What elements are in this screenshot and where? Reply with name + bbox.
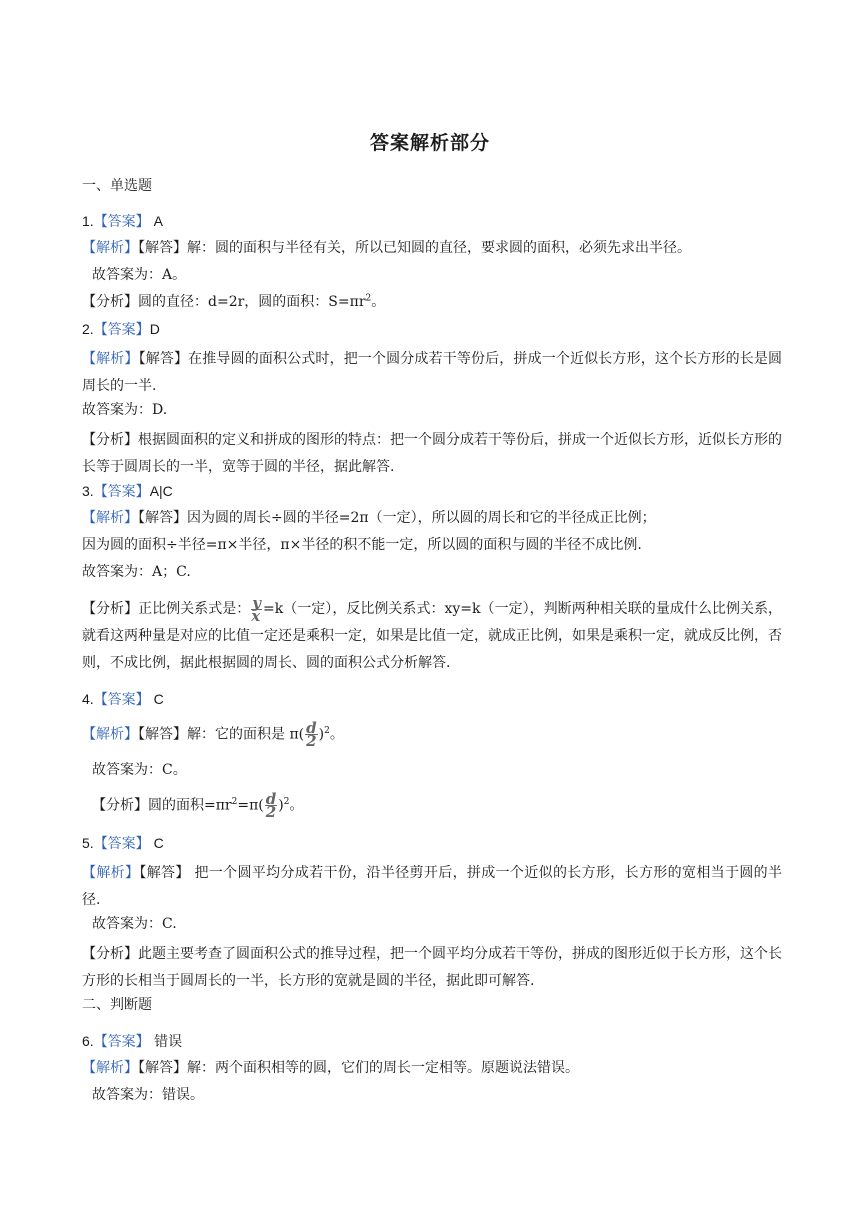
q6-number: 6. xyxy=(82,1033,94,1049)
q5-analysis: 【分析】此题主要考查了圆面积公式的推导过程，把一个圆平均分成若干等份，拼成的图形近似于长方形，这个长方形的长相当于圆周长的一半，长方形的宽就是圆的半径，据此即可解答. xyxy=(82,946,782,989)
q3-explanation-tag: 【解析】 xyxy=(82,510,138,526)
q4-fraction-d-over-2 xyxy=(305,719,318,750)
q3-explanation-line2: 因为圆的面积÷半径=π×半径，π×半径的积不能一定，所以圆的面积与圆的半径不成比例. xyxy=(82,537,642,553)
q4-explanation-end: 。 xyxy=(329,726,344,743)
q1-analysis-end: 。 xyxy=(371,294,386,310)
q5-explanation-tag: 【解析】 xyxy=(82,865,140,881)
q6-conclusion: 故答案为：错误。 xyxy=(92,1087,204,1103)
q4-analysis-text-a: 【分析】圆的面积=πr xyxy=(92,797,232,814)
q4-analysis-fraction-denominator: 2 xyxy=(265,803,277,821)
q1-explanation xyxy=(82,238,782,258)
q5-number: 5. xyxy=(82,835,94,851)
q3-explanation xyxy=(82,508,782,528)
q2-answer-value: D xyxy=(149,321,160,337)
q5-explanation-text: 【解答】 把一个圆平均分成若干份，沿半径剪开后，拼成一个近似的长方形，长方形的宽相当于圆的半径. xyxy=(82,865,783,908)
q2-explanation-tag: 【解析】 xyxy=(82,351,139,367)
q5-answer-tag: 【答案】 xyxy=(93,836,150,852)
q4-explanation xyxy=(82,719,782,750)
q2-explanation xyxy=(82,346,782,400)
q6-explanation-text: 【解答】解：两个面积相等的圆，它们的周长一定相等。原题说法错误。 xyxy=(138,1060,579,1076)
q1-explanation-text: 【解答】解：圆的面积与半径有关，所以已知圆的直径，要求圆的面积，必须先求出半径。 xyxy=(138,240,691,256)
q4-analysis-fraction xyxy=(265,790,278,821)
q4-answer-value: C xyxy=(149,691,164,707)
q3-answer-tag: 【答案】 xyxy=(93,484,150,500)
q6-explanation-tag: 【解析】 xyxy=(82,1060,138,1076)
q4-explanation-text-a: 【解答】解：它的面积是 π( xyxy=(138,726,305,743)
q3-explanation-text: 【解答】因为圆的周长÷圆的半径=2π（一定），所以圆的周长和它的半径成正比例； xyxy=(138,510,656,526)
q1-superscript: 2 xyxy=(365,293,372,304)
q3-fraction-y-over-x xyxy=(251,593,262,625)
q3-conclusion: 故答案为：A；C. xyxy=(82,564,191,580)
q3-fraction-numerator: y xyxy=(252,593,261,612)
q3-fraction-denominator: x xyxy=(251,606,261,625)
section-heading-true-false: 二、判断题 xyxy=(82,997,152,1013)
section-heading-single-choice: 一、单选题 xyxy=(82,178,152,194)
q6-explanation xyxy=(82,1058,782,1078)
q3-analysis xyxy=(82,593,783,677)
q1-analysis-text: 【分析】圆的直径：d=2r，圆的面积：S=πr xyxy=(82,294,366,310)
q2-conclusion: 故答案为：D. xyxy=(82,402,168,418)
q2-explanation-text: 【解答】在推导圆的面积公式时，把一个圆分成若干等份后，拼成一个近似长方形，这个长方形的长是圆周长的一半. xyxy=(82,351,783,394)
q4-analysis xyxy=(82,790,792,821)
q5-answer xyxy=(82,833,782,854)
q4-fraction-denominator: 2 xyxy=(306,732,317,750)
q3-answer xyxy=(82,481,782,502)
q1-answer-value: A xyxy=(149,213,163,229)
q4-analysis-end: 。 xyxy=(289,797,304,814)
q4-analysis-text-b: =π( xyxy=(237,797,264,814)
q1-answer xyxy=(82,211,782,232)
q1-number: 1. xyxy=(82,213,94,229)
q2-answer xyxy=(82,319,782,340)
q4-answer xyxy=(82,689,782,710)
q6-answer xyxy=(82,1031,782,1052)
q4-analysis-text-c: ) xyxy=(278,797,284,814)
q4-fraction-numerator: d xyxy=(306,719,317,737)
q1-analysis xyxy=(82,292,782,312)
q4-explanation-text-b: ) xyxy=(318,726,325,743)
q4-conclusion: 故答案为：C。 xyxy=(92,762,187,778)
q6-answer-value: 错误 xyxy=(149,1034,183,1050)
page-title: 答案解析部分 xyxy=(369,132,490,154)
q5-explanation xyxy=(82,860,782,914)
q3-analysis-text-b: =k（一定），反比例关系式：xy=k（一定），判断两种相关联的量成什么比例关系，就看这两种量是对应的比值一定还是乘积一定，如果是比值一定，就成正比例，如果是乘积一定，就成反比例，否则，不成比例，据此根据圆的周长、圆的面积公式分析解答. xyxy=(82,601,783,671)
q4-explanation-tag: 【解析】 xyxy=(82,726,138,743)
q5-answer-value: C xyxy=(149,835,164,851)
q5-conclusion: 故答案为：C. xyxy=(92,916,177,932)
q3-analysis-text-a: 【分析】正比例关系式是： xyxy=(82,601,251,617)
q2-analysis: 【分析】根据圆面积的定义和拼成的图形的特点：把一个圆分成若干等份后，拼成一个近似长方形，近似长方形的长等于圆周长的一半，宽等于圆的半径，据此解答. xyxy=(82,432,782,475)
q3-number: 3. xyxy=(82,483,94,499)
q4-analysis-fraction-numerator: d xyxy=(265,790,277,808)
q3-answer-value: A|C xyxy=(149,483,173,499)
q1-conclusion: 故答案为：A。 xyxy=(92,267,187,283)
q4-analysis-superscript-2: 2 xyxy=(283,796,290,807)
q4-number: 4. xyxy=(82,691,94,707)
q4-analysis-superscript-1: 2 xyxy=(231,796,238,807)
q1-explanation-tag: 【解析】 xyxy=(82,240,138,256)
q1-answer-tag: 【答案】 xyxy=(93,214,150,230)
q6-answer-tag: 【答案】 xyxy=(93,1034,150,1050)
q4-superscript: 2 xyxy=(324,725,330,736)
q2-answer-tag: 【答案】 xyxy=(93,322,150,338)
q2-number: 2. xyxy=(82,321,94,337)
q4-answer-tag: 【答案】 xyxy=(93,692,150,708)
